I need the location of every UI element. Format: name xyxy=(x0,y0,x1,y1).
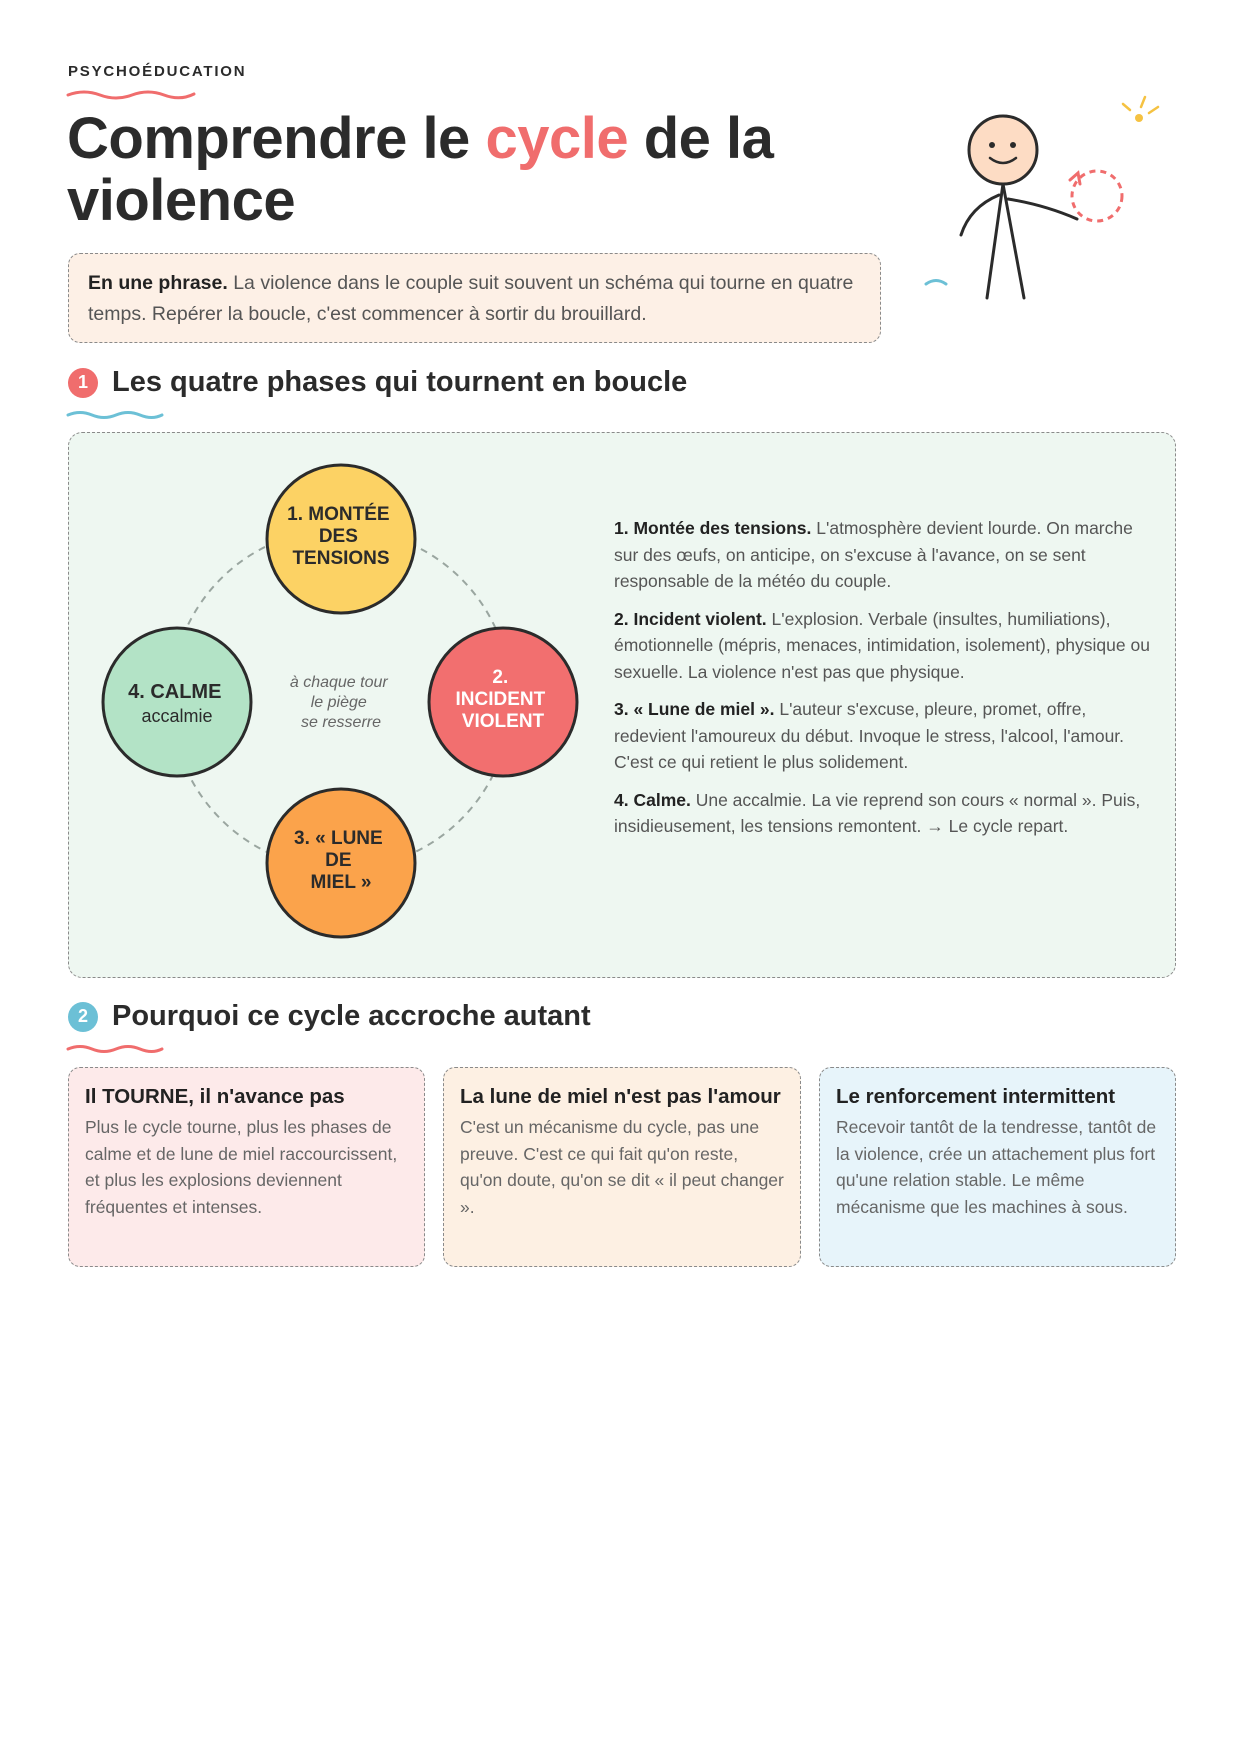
section-1-number: 1 xyxy=(68,368,98,398)
title-accent: cycle xyxy=(485,106,629,171)
section-2-number: 2 xyxy=(68,1002,98,1032)
phase-1-description: 1. Montée des tensions. L'atmosphère devient lourde. On marche sur des œufs, on anticipe, on s'excuse à l'avance, on se sent responsable de la météo du couple. xyxy=(614,518,1133,591)
svg-text:2. INCIDENT VI: 2. INCIDENT VIOLENT xyxy=(455,667,546,732)
section-2-header xyxy=(68,1000,591,1033)
reason-card-2 xyxy=(443,1067,801,1267)
section-2-underline xyxy=(66,1044,166,1054)
sparkle-icon xyxy=(1123,97,1158,122)
cycle-center-line-1: à chaque tour xyxy=(289,674,388,691)
card-title: La lune de miel n'est pas l'amour xyxy=(460,1085,781,1108)
cycle-center-line-3: se resserre xyxy=(300,714,382,731)
cycle-center-line-2: le piège xyxy=(310,694,367,711)
summary-box xyxy=(68,253,881,343)
cycle-diagram xyxy=(69,433,589,979)
svg-text:à chaque tour le piège xyxy=(290,674,392,731)
card-text: Recevoir tantôt de la tendresse, tantôt de la violence, crée un attachement plus fort qu'une relation stable. Le même mécanisme que les machines à sous. xyxy=(836,1117,1157,1217)
card-text: C'est un mécanisme du cycle, pas une preuve. C'est ce qui fait qu'on reste, qu'on doute, qu'on se dit « il peut changer ». xyxy=(460,1117,784,1217)
kicker-underline xyxy=(66,88,196,100)
reason-card-3 xyxy=(819,1067,1176,1267)
page-title: Comprendre le cycle de la violence xyxy=(67,106,774,233)
card-text: Plus le cycle tourne, plus les phases de calme et de lune de miel raccourcissent, et plus les explosions deviennent fréquentes et intenses. xyxy=(85,1117,398,1217)
svg-text:4. CALME accalmie: 4. CALME accalmie xyxy=(128,681,222,726)
reason-card-1 xyxy=(68,1067,425,1267)
card-title: Il TOURNE, il n'avance pas xyxy=(85,1085,345,1108)
section-2-title: Pourquoi ce cycle accroche autant xyxy=(112,1000,591,1032)
phase-descriptions xyxy=(614,515,1154,851)
kicker: PSYCHOÉDUCATION xyxy=(68,63,247,80)
phase-2-description: 2. Incident violent. L'explosion. Verbale (insultes, humiliations), émotionnelle (mépris, menaces, intimidation, isolement), physique ou sexuelle. La violence n'est pas que physique. xyxy=(614,608,1150,682)
svg-text:1. MONTÉE DES: 1. MONTÉE DES TENSIONS xyxy=(287,504,390,569)
summary-lead: En une phrase. xyxy=(88,272,228,294)
phase-2-node xyxy=(429,628,577,776)
section-1-header xyxy=(68,366,687,399)
cycle-panel xyxy=(68,432,1176,978)
phase-1-node xyxy=(267,465,415,613)
phase-3-node xyxy=(267,789,415,937)
svg-text:3. « LUNE DE M: 3. « LUNE DE MIEL » xyxy=(294,828,383,893)
stick-figure-illustration xyxy=(920,95,1160,315)
phase-4-description: 4. Calme. Une accalmie. La vie reprend son cours « normal ». Puis, insidieusement, les tensions remontent. → Le cycle repart. xyxy=(614,789,1141,836)
phase-3-description: 3. « Lune de miel ». L'auteur s'excuse, pleure, promet, offre, redevient l'amoureux du début. Invoque le stress, l'alcool, l'amour. C'est ce qui retient le plus solidement. xyxy=(614,699,1125,772)
summary-text: La violence dans le couple suit souvent un schéma qui tourne en quatre temps. Repérer la boucle, c'est commencer à sortir du brouillard. xyxy=(88,272,854,325)
section-1-title: Les quatre phases qui tournent en boucle xyxy=(112,366,688,398)
phase-4-node xyxy=(103,628,251,776)
section-1-underline xyxy=(66,410,166,420)
reason-cards xyxy=(68,1067,1176,1267)
card-title: Le renforcement intermittent xyxy=(836,1085,1116,1108)
